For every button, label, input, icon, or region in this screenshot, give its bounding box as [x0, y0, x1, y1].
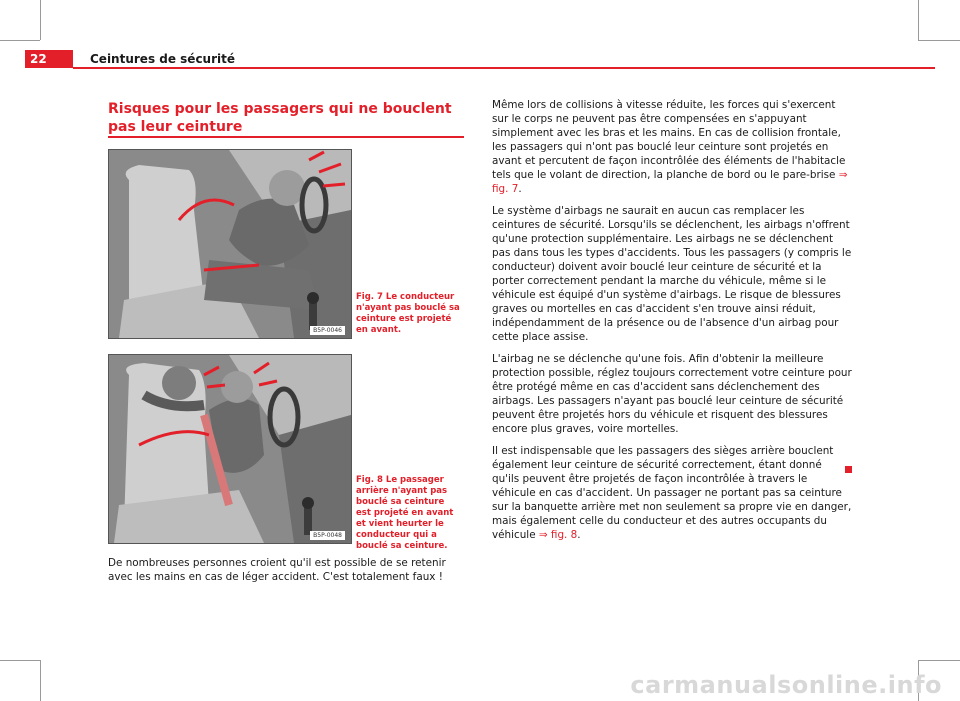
paragraph-text: Même lors de collisions à vitesse réduite, les forces qui s'exercent sur le corps ne peuvent pas être compensées en s'appuyant simplement avec les bras et les mains. En cas de collision frontale, les passagers qui n'ont pas bouclé leur ceinture sont projetés en avant et percutent de façon incontrôlée des éléments de l'habitacle tels que le volant de direction, la planche de bord ou le pare-brise — [492, 99, 846, 181]
figure-8-caption — [356, 475, 462, 552]
crop-mark — [0, 40, 40, 41]
right-column — [492, 98, 852, 550]
header-rule — [73, 67, 935, 69]
paragraph-1: Même lors de collisions à vitesse réduite, les forces qui s'exercent sur le corps ne peuvent pas être compensées en s'appuyant simplement avec les bras et les mains. En cas de collision frontale, les passagers qui n'ont pas bouclé leur ceinture sont projetés en avant et percutent de façon incontrôlée des éléments de l'habitacle tels que le volant de direction, la planche de bord ou le pare-brise ⇒ fig. 7. — [492, 99, 848, 195]
section-title-rule — [108, 136, 464, 138]
figure-number: Fig. 8 — [356, 475, 383, 485]
figure-code: B5P-0048 — [310, 531, 345, 540]
caption-text: Le passager arrière n'ayant pas bouclé sa ceinture est projeté en avant et vient heurter le conducteur qui a bouclé sa ceinture. — [356, 475, 454, 551]
caption-text: Le conducteur n'ayant pas bouclé sa ceinture est projeté en avant. — [356, 292, 460, 335]
figure-number: Fig. 7 — [356, 292, 383, 302]
crop-mark — [918, 0, 919, 40]
figure-code: B5P-0046 — [310, 326, 345, 335]
paragraph-3: L'airbag ne se déclenche qu'une fois. Afin d'obtenir la meilleure protection possible, réglez toujours correctement votre ceinture pour être protégé même en cas d'accident sans déclenchement des airbags. Les passagers n'ayant pas bouclé leur ceinture de sécurité peuvent être projetés hors du véhicule et risquent des blessures encore plus graves, voire mortelles. — [492, 353, 852, 435]
crop-mark — [40, 0, 41, 40]
section-end-marker — [845, 466, 852, 473]
left-column-paragraph: De nombreuses personnes croient qu'il est possible de se retenir avec les mains en cas de léger accident. C'est totalement faux ! — [108, 557, 446, 583]
watermark: carmanualsonline.info — [630, 671, 942, 699]
figure-7-caption — [356, 292, 462, 336]
paragraph-text: Il est indispensable que les passagers des sièges arrière bouclent également leur ceinture de sécurité correctement, étant donné qu'ils peuvent être projetés de façon incontrôlée à travers le véhicule en cas d'accident. Un passager ne portant pas sa ceinture sur la banquette arrière met non seulement sa propre vie en danger, mais également celle du conducteur et des autres occupants du véhicule — [492, 445, 852, 541]
paragraph-2: Le système d'airbags ne saurait en aucun cas remplacer les ceintures de sécurité. Lorsqu'ils se déclenchent, les airbags n'offrent qu'une protection supplémentaire. Les airbags ne se déclenchent pas dans tous les types d'accidents. Tous les passagers (y compris le conducteur) doivent avoir bouclé leur ceinture de sécurité et la porter correctement pendant la marche du véhicule, même si le véhicule est équipé d'un système d'airbags. Le risque de blessures graves ou mortelles en cas d'accident s'en trouve ainsi réduit, indépendamment de la présence ou de l'absence d'un airbag pour cette place assise. — [492, 205, 852, 343]
figure-8-link[interactable]: ⇒ fig. 8 — [538, 529, 578, 541]
crop-mark — [918, 660, 960, 661]
running-title: Ceintures de sécurité — [90, 52, 236, 66]
crop-mark — [40, 660, 41, 701]
figure-7-illustration — [108, 149, 352, 339]
figure-7-link[interactable]: ⇒ fig. 7 — [492, 169, 848, 195]
figure-8-illustration — [108, 354, 352, 544]
section-title: Risques pour les passagers qui ne bouclent pas leur ceinture — [108, 101, 452, 135]
page-number: 22 — [25, 50, 73, 68]
paragraph-4: Il est indispensable que les passagers des sièges arrière bouclent également leur ceinture de sécurité correctement, étant donné qu'ils peuvent être projetés de façon incontrôlée à travers le véhicule en cas d'accident. Un passager ne portant pas sa ceinture sur la banquette arrière met non seulement sa propre vie en danger, mais également celle du conducteur et des autres occupants du véhicule ⇒ fig. 8. — [492, 445, 852, 541]
crop-mark — [0, 660, 40, 661]
crop-mark — [918, 40, 960, 41]
